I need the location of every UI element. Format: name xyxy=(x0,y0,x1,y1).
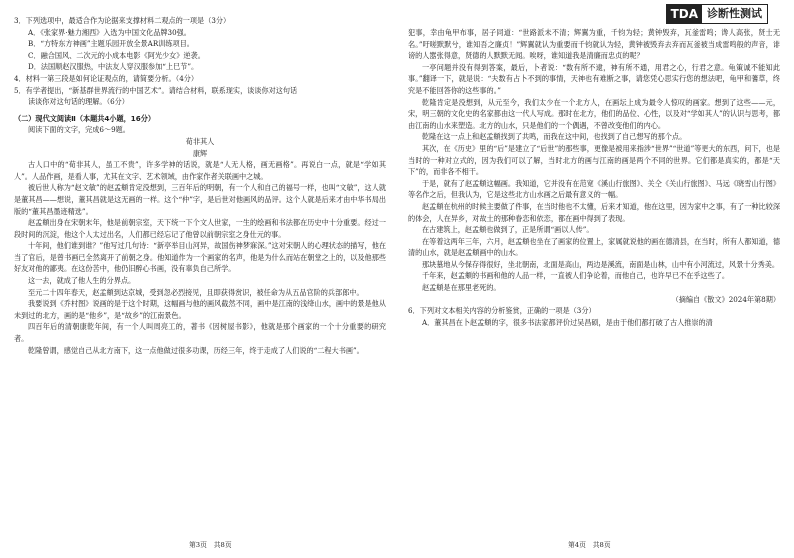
paragraph: 在等着这两年三年，六月，赵孟頫也坐在了画家的位置上，家属就说他的画在德清县，在当时，所有人都知道，德清的山水，就是赵孟頫画中的山水。 xyxy=(408,236,780,258)
question-5: 5．有学者提出，“新基群世界流行的中国艺术”。请结合材料，联系现实，谈谈你对这句话 xyxy=(14,85,298,95)
question-5-cont: 读谈你对这句话的理解。（6分） xyxy=(28,97,129,107)
left-page xyxy=(14,0,386,558)
option-6a: A．董其昌在卜赵孟頫的字，很多书法家都评价过吴昌硕，是由于他们都打破了古人推崇的清 xyxy=(422,317,713,327)
paragraph: 乾隆曾谓，感觉自己从北方南下，这一点他做过很多功课，历经三年，终于走成了人们说的“二程大书画”。 xyxy=(28,345,364,355)
exam-badge xyxy=(666,4,768,24)
section-heading: （二）现代文阅读Ⅱ（本题共4小题，16分） xyxy=(14,113,155,123)
question-4: 4．材料一第三段是如何论证观点的，请简要分析。（4分） xyxy=(14,73,199,83)
paragraph: 赵孟頫是在那里老死的。 xyxy=(422,283,501,293)
paragraph: 一亭问题并没有得到答案，最后，卜者说：“数有所不逮，神有所不通，用君之心，行君之意。龟策诚不能知此事。”翻译一下，就是说：“夫数有占卜不到的事情，天神也有难断之事，请您凭心思实行您的想法吧，龟甲和蓍草，终究是不能回答你的这些事的。” xyxy=(408,62,780,95)
paragraph: 在古建筑上，赵孟頫也做到了，正是所谓“画以人传”。 xyxy=(422,225,594,235)
paragraph: 乾隆在这一点上和赵孟頫找到了共鸣，而我在这中间，也找到了自己想写的那个点。 xyxy=(422,132,687,142)
badge-title: 诊断性测试 xyxy=(707,7,762,20)
question-6: 6．下列对文本相关内容的分析鉴赏，正确的一项是（3分） xyxy=(408,306,596,316)
paragraph: 至元二十四年春天，赵孟頫到达京城，受到忽必烈接见，且即获得赏识，被任命为从五品官阶的兵部郎中。 xyxy=(28,287,364,297)
paragraph: 四百年后的清朝康乾年间，有一个人叫周亮工的，著书《因树屋书影》，他就是那个画家的一个十分重要的研究者。 xyxy=(14,322,386,344)
paragraph: 古人口中的“荀非其人，虽工不贵”，许多学神的话说，就是“人无人格，画无画格”。再说白一点，就是“学如其人”。人品作画，是看人事，尤其在文字、艺术领域，由作家作者关联画中之城。 xyxy=(14,160,386,181)
option-3d: D．法国顺赵汉服热，中法友人穿汉服参加“上巳节”。 xyxy=(28,62,199,72)
paragraph: 犯事，幸由龟甲布事，居子同道：“世路派未不清；辉翼为重，千钧为轻；黄钟毁弃，瓦釜雷鸣；谗人高张，贤士无名。”吁嗟默默兮，谁知吾之廉贞！”辉翼就认为重要而千钧就认为轻，黄钟被毁弃去弃而瓦釜被当成雷鸣般的声音，诽谤的人嚣张得意，贤德的人默默无闻。唉呀，谁知道我是清廉而忠贞的呢？ xyxy=(408,28,780,61)
paragraph: 那块墓地从今保存得很好，坐北朝南，北面是高山，两边是溪流，南面是山林，山中有小河流过，风景十分秀美。 xyxy=(422,259,780,269)
source-citation: （摘编自《散文》2024年第8期） xyxy=(671,294,780,304)
paragraph: 我要说到《乔村图》说画的是于这个时期，这幅画与他的画风截然不同，画中是江南的浅绛山水，画中的景是他从未到过的北方，画的是“他乡”，是“故乡”的江南景色。 xyxy=(14,299,386,320)
paragraph: 其次，在《历史》里的“后”是建立了“后世”的那些事，更像是被用来指涉“世界”“世道”等更大的东西，问下，也是当时的一种对立式的，因为我们可以了解，当时北方的画与江南的画是两个不同的世界。它们都是真实的，都是“天下”的，而非各不相干。 xyxy=(408,143,780,177)
right-page xyxy=(408,0,780,558)
option-3a: A．《张家界·魅力湘西》入选为中国文化品牌30强。 xyxy=(28,27,191,37)
article-title: 荀非其人 xyxy=(185,136,215,146)
question-3: 3．下列选项中，最适合作为论据来支撑材料二观点的一项是（3分） xyxy=(14,16,231,25)
page-number: 第4页 共8页 xyxy=(568,541,611,549)
paragraph: 赵孟頫在杭州的时候主要做了件事，在当时他也不太懂，后来才知道，他在这里，因为家中之事，有了一种比较深的体会，人在异乡，对故土的那种眷恋和依恋，都在画中得到了表现。 xyxy=(408,201,780,223)
paragraph: 十年间，他们谁到谁？”他写过几句诗：“新亭举目山河异，故国伤神梦寐深。”这对宋朝人的心理状态的描写，他在当了官后，是曾书画已全然离开了前朝之身。他知道作为一个画家的名声，他是为什么而站在朝堂之上的，以及他那些好友对他的鄙夷。在这份苦中，他仍旧醉心书画，没有辜负自己所学。 xyxy=(14,241,386,274)
article-author: 康辉 xyxy=(192,148,208,158)
paragraph: 千年来，赵孟頫的书画和他的人品一样，一直被人们争论着，而他自己，也许早已不在乎这些了。 xyxy=(422,271,730,281)
option-3c: C．融合国风、二次元的小成本电影《阿光少女》逆袭。 xyxy=(28,50,205,60)
paragraph: 赵孟頫出身在宋朝末年，他是前朝宗室，天下统一下个文人世家，一生的绘画和书法都在历史中十分重要。经过一段时间的沉淀，他这个人太过出名，人们都已经忘记了他曾以前朝宗室之身仕元的事。 xyxy=(14,218,386,239)
paragraph: 被后世人称为“赵文敏”的赵孟頫肯定没想到，三百年后的明朝，有一个人和自己的福号一样，也叫“文敏”，这人就是董其昌——想说，董其昌就是这无画的一样。这个“仲”字，是后世对他画风的品评。这个人就是后来才由中华书局出版的“董其昌墨迹精选”。 xyxy=(14,183,386,216)
page-number: 第3页 共8页 xyxy=(189,541,232,549)
reading-instruction: 阅读下面的文字，完成6～9题。 xyxy=(28,125,130,135)
badge-logo: TDA xyxy=(667,5,702,23)
paragraph: 乾隆肯定是没想到，从元至今，我们太少在一个北方人，在画坛上成为最令人惊叹的画家。想到了这些——元，宋，明三朝的文化史的名家都由这一代人写成。那时在北方，他们的品位、心性，以及对“学如其人”的认识与思考，都由江南的山水来塑造。北方的山水，只是他们的一个偶遇，不曾改变他们的内心。 xyxy=(408,97,780,130)
paragraph: 这一去，就成了他人生的分界点。 xyxy=(28,276,136,286)
option-3b: B．“方特东方神画”主题乐园开放全景AR训练项目。 xyxy=(28,39,194,49)
paragraph: 于是，就有了赵孟頫这幅画。我知道，它并没有在范宽《溪山行旅图》、关仝《关山行旅图》、马远《晓雪山行图》等名作之后，但我认为，它是这些北方山水画之后最有意义的一幅。 xyxy=(408,178,780,200)
